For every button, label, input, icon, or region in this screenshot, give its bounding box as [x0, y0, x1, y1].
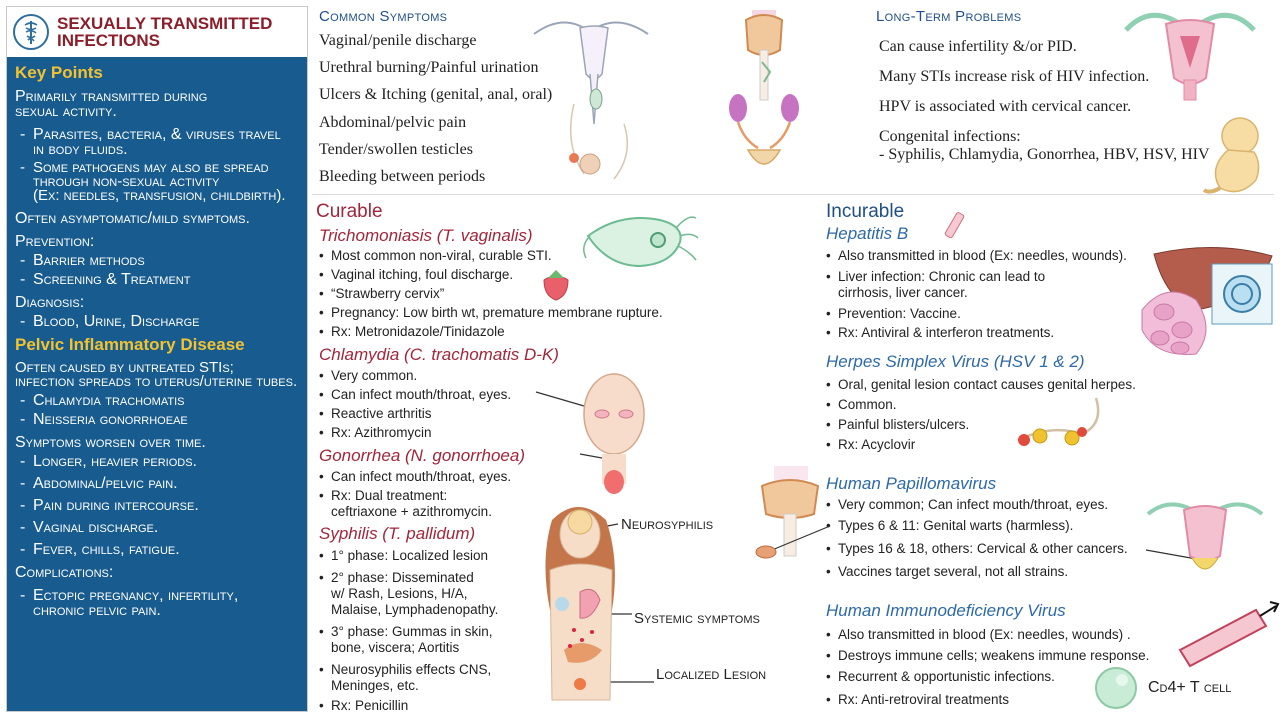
list-item: • Vaccines target several, not all strains.: [826, 564, 1128, 580]
syringe-arrow-illustration: [1176, 600, 1280, 672]
prevention-item: - Screening & Treatment: [15, 272, 299, 287]
list-item: • Types 16 & 18, others: Cervical & other cancers.: [826, 541, 1128, 557]
list-item: • Rx: Penicillin: [319, 698, 498, 714]
pid-symptom: - Pain during intercourse.: [15, 498, 299, 513]
neurosyphilis-label: Neurosyphilis: [621, 516, 714, 533]
list-item: • Very common.: [319, 368, 511, 384]
list-item: • Pregnancy: Low birth wt, premature membrane rupture.: [319, 305, 663, 321]
list-item: • 1° phase: Localized lesion: [319, 548, 498, 564]
long-term-item: Congenital infections: - Syphilis, Chlamydia, Gonorrhea, HBV, HSV, HIV: [879, 128, 1210, 163]
key-point-transmission: Primarily transmitted during sexual activity.: [15, 88, 208, 120]
prevention-label: Prevention:: [15, 233, 95, 250]
syringe-icon: [942, 210, 966, 244]
symptom-item: Abdominal/pelvic pain: [319, 113, 467, 131]
pid-pathogen: - Neisseria gonorrhoeae: [15, 412, 299, 427]
symptom-item: Bleeding between periods: [319, 167, 486, 185]
herpes-title: Herpes Simplex Virus (HSV 1 & 2): [826, 352, 1085, 371]
long-term-item: HPV is associated with cervical cancer.: [879, 98, 1132, 115]
gonorrhea-list: [319, 469, 511, 520]
diagnosis-label: Diagnosis:: [15, 294, 85, 311]
pid-symptom: - Longer, heavier periods.: [15, 454, 299, 469]
curable-heading: Curable: [316, 201, 383, 222]
trichomoniasis-title: Trichomoniasis (T. vaginalis): [319, 226, 533, 245]
list-item: • Rx: Acyclovir: [826, 437, 1136, 453]
list-item: • Rx: Dual treatment: ceftriaxone + azithromycin.: [319, 488, 511, 520]
list-item: • Destroys immune cells; weakens immune response.: [826, 648, 1149, 664]
list-item: • Painful blisters/ulcers.: [826, 417, 1136, 433]
key-point-non-sexual: - Some pathogens may also be spread through non-sexual activity (Ex: needles, transfusion, childbirth).: [15, 161, 299, 203]
hepatitis-b-title: Hepatitis B: [826, 224, 909, 243]
chlamydia-list: [319, 368, 511, 441]
prevention-item: - Barrier methods: [15, 253, 299, 268]
complications-item: - Ectopic pregnancy, infertility, chronic pelvic pain.: [15, 588, 299, 618]
list-item: • Rx: Azithromycin: [319, 425, 511, 441]
list-item: • Vaginal itching, foul discharge.: [319, 267, 663, 283]
list-item: • Can infect mouth/throat, eyes.: [319, 387, 511, 403]
list-item: • Reactive arthritis: [319, 406, 511, 422]
list-item: • Recurrent & opportunistic infections.: [826, 669, 1149, 685]
symptom-item: Vaginal/penile discharge: [319, 32, 477, 49]
common-symptoms-list: [319, 32, 552, 195]
hiv-title: Human Immunodeficiency Virus: [826, 601, 1066, 620]
symptom-item: Ulcers & Itching (genital, anal, oral): [319, 86, 553, 104]
title-box: [7, 7, 307, 57]
cervix-illustration: [1140, 500, 1270, 592]
fetus-illustration: [1200, 114, 1270, 198]
list-item: • Prevention: Vaccine.: [826, 306, 1127, 322]
list-item: • Most common non-viral, curable STI.: [319, 248, 663, 264]
list-item: • “Strawberry cervix”: [319, 286, 663, 302]
strawberry-icon: [540, 268, 572, 302]
sidebar-body: [7, 57, 307, 711]
pid-symptoms-label: Symptoms worsen over time.: [15, 434, 206, 451]
pid-symptom: - Abdominal/pelvic pain.: [15, 476, 299, 491]
nerve-blisters-illustration: [1012, 394, 1108, 456]
uterus-illustration: [1120, 8, 1260, 103]
female-reproductive-illustration: [524, 14, 664, 184]
gonorrhea-title: Gonorrhea (N. gonorrhoea): [319, 446, 526, 465]
pid-pathogen: - Chlamydia trachomatis: [15, 393, 299, 408]
key-point-asymptomatic: Often asymptomatic/mild symptoms.: [15, 210, 250, 227]
pid-cause: Often caused by untreated STIs; infection spreads to uterus/uterine tubes.: [15, 359, 298, 390]
liver-cells-illustration: [1136, 240, 1276, 358]
hpv-title: Human Papillomavirus: [826, 474, 997, 493]
pid-symptom: - Fever, chills, fatigue.: [15, 542, 299, 557]
long-term-item: Many STIs increase risk of HIV infection.: [879, 68, 1150, 85]
list-item: • Also transmitted in blood (Ex: needles, wounds).: [826, 248, 1127, 264]
key-points-heading: Key Points: [15, 63, 103, 82]
pid-heading: Pelvic Inflammatory Disease: [15, 335, 245, 354]
trichomonas-illustration: [580, 206, 700, 274]
hpv-list: [826, 497, 1128, 580]
systemic-symptoms-label: Systemic symptoms: [634, 610, 760, 627]
list-item: • Common.: [826, 397, 1136, 413]
list-item: • Rx: Anti-retroviral treatments: [826, 692, 1149, 708]
sidebar: [6, 6, 308, 712]
list-item: • Neurosyphilis effects CNS, Meninges, etc.: [319, 662, 498, 694]
incurable-heading: Incurable: [826, 201, 905, 222]
syphilis-title: Syphilis (T. pallidum): [319, 524, 476, 543]
cd4-t-cell-label: Cd4+ T cell: [1148, 679, 1232, 696]
penile-wart-illustration: [744, 466, 834, 566]
list-item: • Also transmitted in blood (Ex: needles, wounds) .: [826, 627, 1149, 643]
head-illustration: [530, 370, 660, 496]
complications-label: Complications:: [15, 564, 114, 581]
caduceus-logo-icon: [13, 14, 49, 50]
symptom-item: Tender/swollen testicles: [319, 140, 473, 158]
list-item: • Very common; Can infect mouth/throat, eyes.: [826, 497, 1128, 513]
section-divider: [312, 194, 1274, 195]
list-item: • Can infect mouth/throat, eyes.: [319, 469, 511, 485]
page-title: SEXUALLY TRANSMITTED INFECTIONS: [57, 14, 273, 50]
list-item: • 2° phase: Disseminated w/ Rash, Lesions, H/A, Malaise, Lymphadenopathy.: [319, 570, 498, 618]
list-item: • 3° phase: Gummas in skin, bone, viscera; Aortitis: [319, 624, 498, 656]
common-symptoms-heading: Common Symptoms: [319, 8, 448, 25]
syphilis-list: [319, 548, 498, 714]
localized-lesion-label: Localized Lesion: [656, 666, 767, 683]
hepatitis-b-list: [826, 248, 1127, 341]
male-reproductive-illustration: [724, 10, 804, 182]
key-point-body-fluids: - Parasites, bacteria, & viruses travel in body fluids.: [15, 127, 299, 157]
symptom-item: Urethral burning/Painful urination: [319, 59, 539, 77]
chlamydia-title: Chlamydia (C. trachomatis D-K): [319, 345, 559, 364]
pid-symptom: - Vaginal discharge.: [15, 520, 299, 535]
long-term-item: Can cause infertility &/or PID.: [879, 38, 1077, 55]
list-item: • Liver infection: Chronic can lead to cirrhosis, liver cancer.: [826, 269, 1127, 301]
long-term-problems-heading: Long-Term Problems: [876, 8, 1022, 25]
diagnosis-item: - Blood, Urine, Discharge: [15, 314, 299, 329]
list-item: • Rx: Metronidazole/Tinidazole: [319, 324, 663, 340]
cd4-cell-icon: [1094, 666, 1138, 710]
list-item: • Types 6 & 11: Genital warts (harmless).: [826, 518, 1128, 534]
list-item: • Oral, genital lesion contact causes genital herpes.: [826, 377, 1136, 393]
list-item: • Rx: Antiviral & interferon treatments.: [826, 325, 1127, 341]
